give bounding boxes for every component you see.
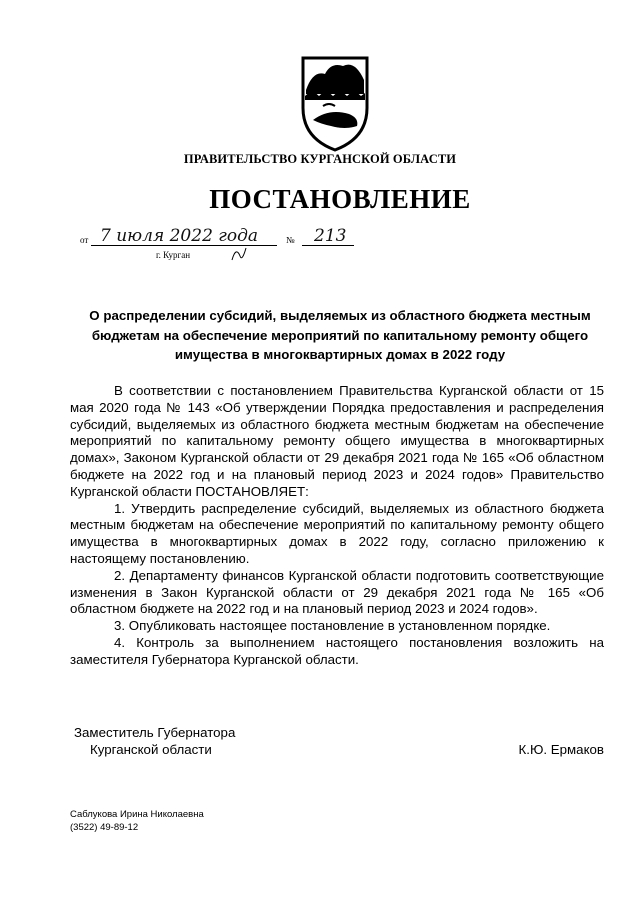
document-type: ПОСТАНОВЛЕНИЕ <box>209 184 471 214</box>
city-label: г. Курган <box>156 250 191 260</box>
document-title: О распределении субсидий, выделяемых из областного бюджета местным бюджетам на обеспечение мероприятий по капитальному ремонту общего имущества в многоквартирных домах в 2022 году <box>89 308 591 362</box>
handwritten-number: 213 <box>314 226 347 246</box>
contact-block <box>70 808 204 834</box>
paragraph-item-1: 1. Утвердить распределение субсидий, выделяемых из областного бюджета местным бюджетам на обеспечение мероприятий по капитальному ремонту общего имущества в многоквартирных домах в 2022 году, согласно приложению к настоящему постановлению. <box>70 500 604 566</box>
handwritten-date: 7 июля 2022 года <box>100 226 259 246</box>
document-body <box>70 383 604 669</box>
paragraph-item-2: 2. Департаменту финансов Курганской области подготовить соответствующие изменения в Закон Курганской области от 29 декабря 2021 года № 165 «Об областном бюджете на 2022 год и на плановый период 2023 и 2024 годов». <box>70 567 604 617</box>
contact-phone: (3522) 49-89-12 <box>70 822 139 833</box>
organization-name: ПРАВИТЕЛЬСТВО КУРГАНСКОЙ ОБЛАСТИ <box>183 152 457 166</box>
number-prefix: № <box>286 235 295 245</box>
signatory-name: К.Ю. Ермаков <box>518 742 604 757</box>
paragraph-item-3: 3. Опубликовать настоящее постановление в установленном порядке. <box>114 618 551 634</box>
signatory-position-line2: Курганской области <box>90 742 212 757</box>
signatory-position <box>74 724 235 758</box>
signature-mark-icon <box>230 244 252 264</box>
contact-name: Саблукова Ирина Николаевна <box>70 809 204 820</box>
date-prefix: от <box>80 235 89 245</box>
kurgan-coat-of-arms-icon <box>299 56 371 152</box>
date-number-row <box>80 226 400 262</box>
paragraph-item-4: 4. Контроль за выполнением настоящего постановления возложить на заместителя Губернатора Курганской области. <box>70 634 604 667</box>
signatory-position-line1: Заместитель Губернатора <box>74 725 236 740</box>
paragraph-preamble: В соответствии с постановлением Правительства Курганской области от 15 мая 2020 года № 143 «Об утверждении Порядка предоставления и распределения субсидий, выделяемых из областного бюджета местным бюджетам на обеспечение мероприятий по капитальному ремонту общего имущества в многоквартирных домах», Законом Курганской области от 29 декабря 2021 года № 165 «Об областном бюджете на 2022 год и на плановый период 2023 и 2024 годов» Правительство Курганской области ПОСТАНОВЛЯЕТ: <box>70 383 604 499</box>
